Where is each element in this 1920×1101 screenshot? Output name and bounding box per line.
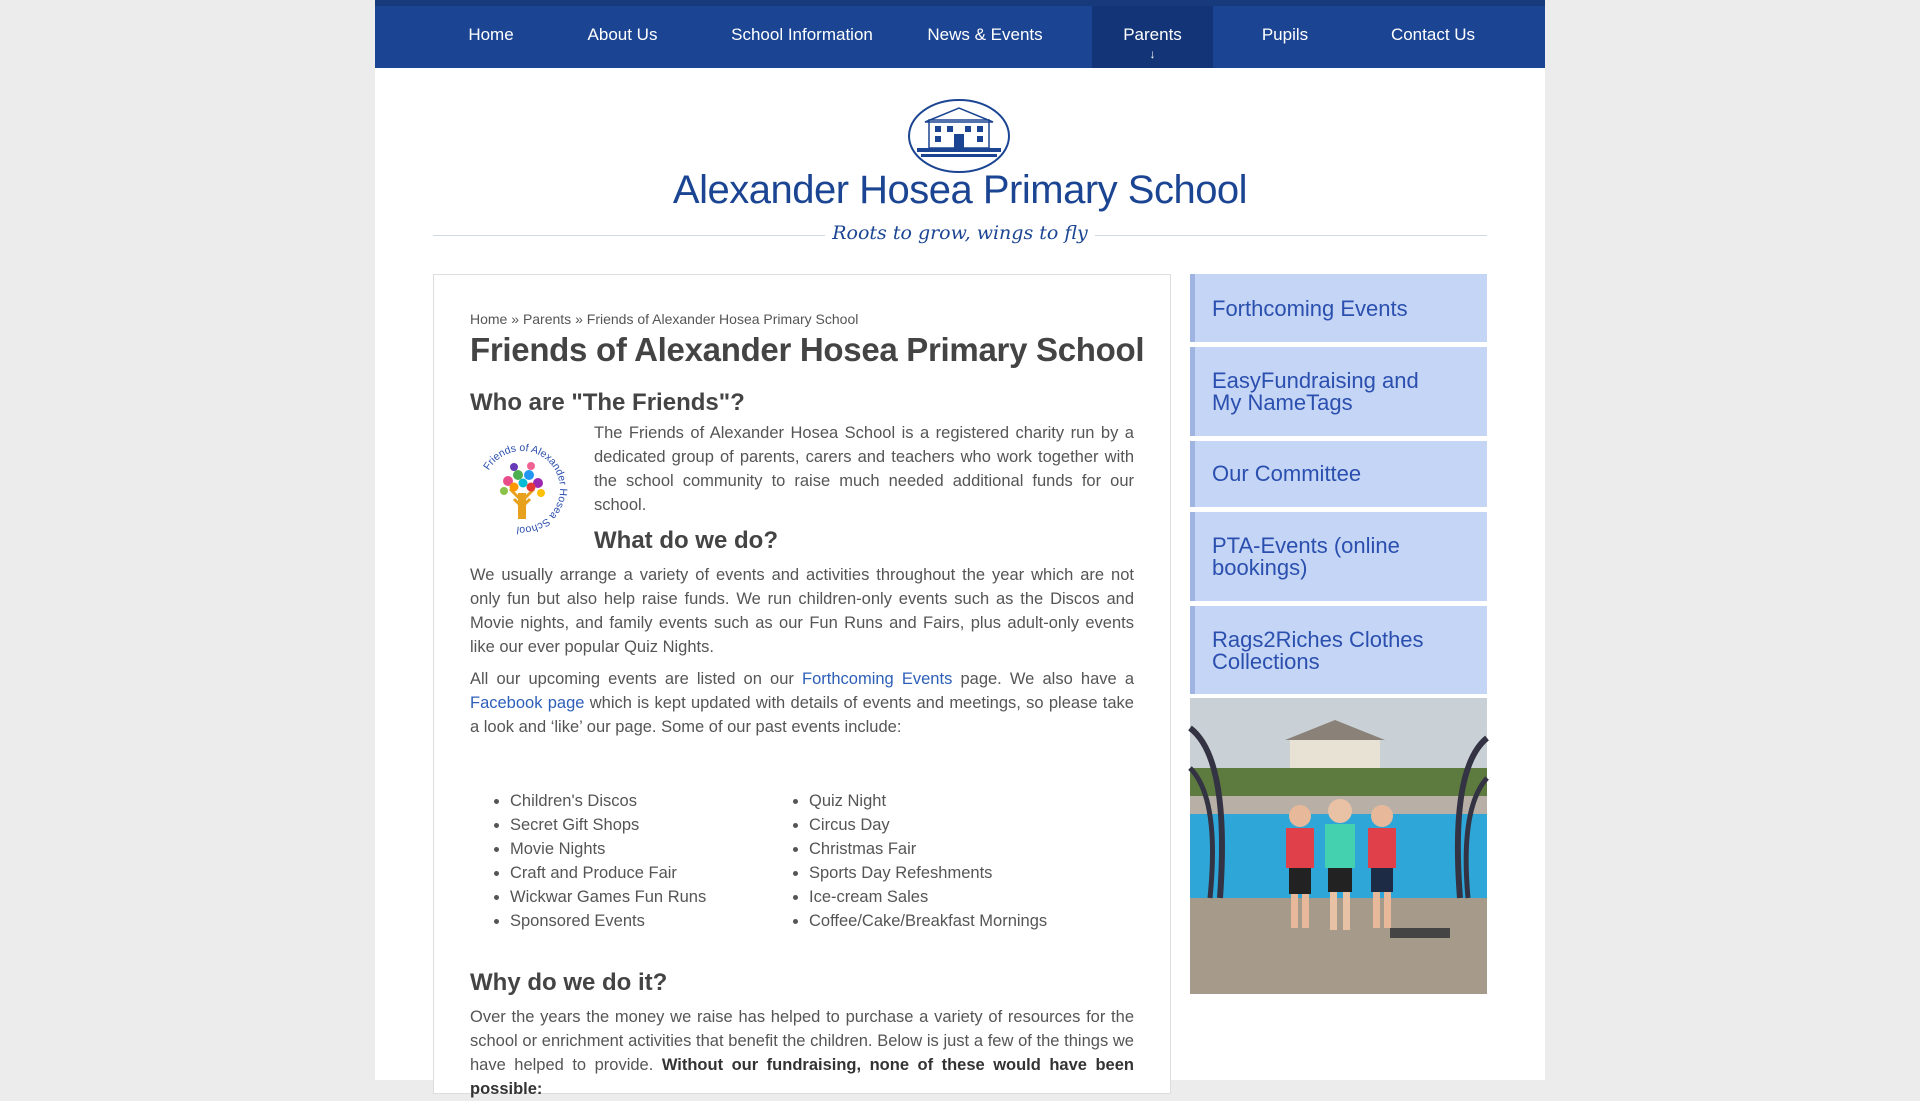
heading-why: Why do we do it? — [470, 969, 668, 996]
paragraph-who: The Friends of Alexander Hosea School is a registered charity run by a dedicated group of parents, carers and teachers who work together with the school community to raise much needed additional funds for our school. — [594, 424, 1134, 514]
nav-contact-us[interactable]: Contact Us — [1390, 25, 1476, 44]
list-item: • Circus Day — [809, 813, 1047, 837]
breadcrumb-separator: » — [571, 311, 587, 327]
sidebar-forthcoming-events[interactable] — [1190, 274, 1487, 342]
sidebar-easyfundraising[interactable] — [1190, 347, 1487, 436]
list-item: • Ice-cream Sales — [809, 885, 1047, 909]
school-crest-logo[interactable] — [907, 98, 1011, 174]
site-title[interactable]: Alexander Hosea Primary School — [672, 168, 1248, 212]
list-item: • Coffee/Cake/Breakfast Mornings — [809, 909, 1047, 933]
breadcrumb-separator: » — [507, 311, 523, 327]
sidebar-item-label: Our Committee — [1212, 461, 1362, 486]
list-item: • Secret Gift Shops — [510, 813, 706, 837]
friends-logo — [474, 441, 570, 537]
friends-logo-ring-text: Friends of Alexander Hosea School — [481, 441, 570, 537]
sidebar-our-committee[interactable] — [1190, 441, 1487, 507]
sidebar-item-label: Rags2Riches Clothes Collections — [1212, 627, 1424, 674]
children-pool-photo — [1190, 698, 1487, 994]
emphasis-text: Without our fundraising, none of these would have been possible: — [470, 1056, 1134, 1098]
nav-parents[interactable]: Parents ↓ — [1092, 6, 1213, 68]
heading-who: Who are "The Friends"? — [470, 389, 745, 416]
sidebar-item-label: Forthcoming Events — [1212, 296, 1408, 321]
nav-news-events[interactable]: News & Events — [927, 25, 1043, 44]
page-title: Friends of Alexander Hosea Primary School — [470, 331, 1145, 368]
nav-school-information[interactable]: School Information — [731, 25, 873, 44]
arrow-down-icon: ↓ — [1149, 47, 1156, 61]
page — [375, 0, 1545, 1098]
sidebar-item-label: PTA-Events (online bookings) — [1212, 533, 1400, 580]
sidebar-pta-events[interactable] — [1190, 512, 1487, 601]
tagline-row — [433, 222, 1487, 252]
list-item: • Craft and Produce Fair — [510, 861, 706, 885]
list-item: • Wickwar Games Fun Runs — [510, 885, 706, 909]
breadcrumb-home[interactable]: Home — [470, 311, 508, 327]
sidebar-item-label: EasyFundraising and My NameTags — [1212, 368, 1419, 415]
nav-home[interactable]: Home — [468, 25, 514, 44]
breadcrumb — [470, 311, 858, 327]
nav-about-us[interactable]: About Us — [587, 25, 658, 44]
list-item: • Movie Nights — [510, 837, 706, 861]
list-item: • Quiz Night — [809, 789, 1047, 813]
breadcrumb-parents[interactable]: Parents — [522, 311, 572, 327]
text: page. We also have a — [952, 670, 1134, 688]
paragraph-why — [470, 1005, 1134, 1101]
heading-what: What do we do? — [594, 527, 778, 554]
list-item: • Sponsored Events — [510, 909, 706, 933]
text: All our upcoming events are listed on our — [470, 670, 803, 688]
list-item: • Children's Discos — [510, 789, 706, 813]
paragraph-what: We usually arrange a variety of events and activities throughout the year which are not only fun but also help raise funds. We run children-only events such as the Discos and Movie nights, and family events such as our Fun Runs and Fairs, plus adult-only events like our ever popular Quiz Nights. — [470, 566, 1134, 656]
tagline: Roots to grow, wings to fly — [832, 222, 1088, 244]
facebook-link[interactable]: Facebook page — [470, 694, 585, 712]
list-item: • Sports Day Refeshments — [809, 861, 1047, 885]
events-list-col1 — [470, 789, 706, 933]
text: which is kept updated with details of events and meetings, so please take a look and ‘like’ our page. Some of our past events include: — [470, 694, 1134, 736]
breadcrumb-current: Friends of Alexander Hosea Primary School — [586, 311, 859, 327]
sidebar-rags2riches[interactable] — [1190, 606, 1487, 694]
text: Over the years the money we raise has helped to purchase a variety of resources for the school or enrichment activities that benefit the children. Below is just a few of the things we have helped to provide. — [470, 1008, 1134, 1074]
nav-pupils[interactable]: Pupils — [1261, 25, 1309, 44]
content-panel — [433, 274, 1171, 1098]
events-list-col2 — [769, 789, 1047, 933]
main-nav — [375, 0, 1545, 68]
list-item: • Christmas Fair — [809, 837, 1047, 861]
paragraph-upcoming — [470, 667, 1134, 739]
forthcoming-events-link[interactable]: Forthcoming Events — [802, 670, 953, 688]
svg-text:Friends of Alexander Hosea Sch — [481, 442, 569, 536]
